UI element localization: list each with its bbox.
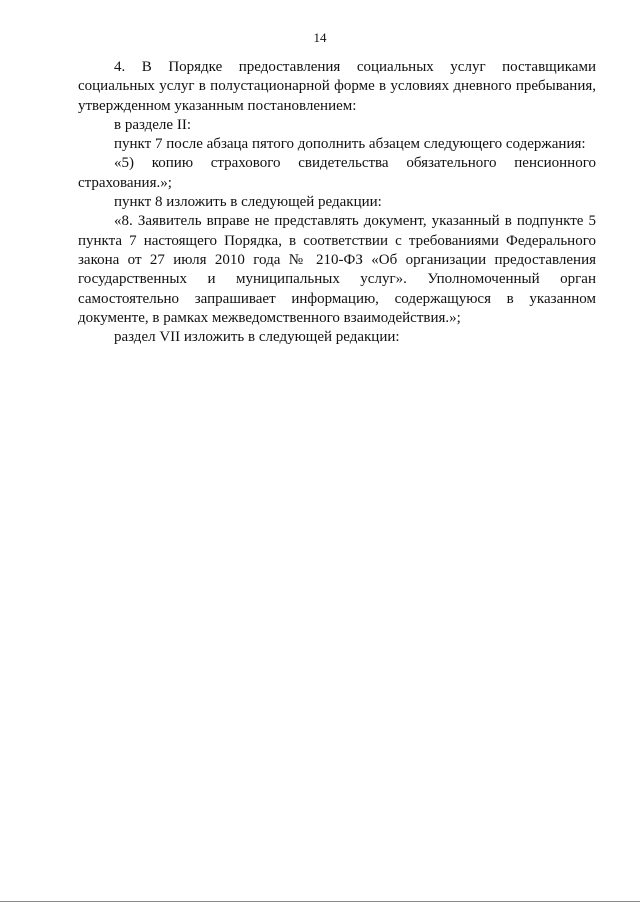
paragraph-section-ii: в разделе II:: [114, 116, 191, 133]
paragraph-point-7-amendment: пункт 7 после абзаца пятого дополнить абзацем следующего содержания:: [114, 136, 586, 153]
paragraph-quoted-point-8: «8. Заявитель вправе не представлять документ, указанный в подпункте 5 пункта 7 настоящего Порядка, в соответствии с требованиями Федерального закона от 27 июля 2010 года № 210-ФЗ «Об организации предоставления государственных и муниципальных услуг». Уполномоченный орган самостоятельно запрашивает информацию, содержащуюся в указанном документе, в рамках межведомственного взаимодействия.»;: [78, 213, 596, 326]
paragraph-section-vii: раздел VII изложить в следующей редакции:: [114, 329, 400, 346]
document-body: [78, 58, 596, 347]
page-bottom-edge: [0, 901, 640, 902]
page-number: 14: [313, 30, 327, 45]
paragraph-quoted-item-5: «5) копию страхового свидетельства обязательного пенсионного страхования.»;: [78, 155, 596, 191]
paragraph-item-4-intro: 4. В Порядке предоставления социальных услуг поставщиками социальных услуг в полустационарной форме в условиях дневного пребывания, утвержденном указанным постановлением:: [78, 59, 596, 114]
paragraph-point-8-amendment: пункт 8 изложить в следующей редакции:: [114, 194, 382, 211]
